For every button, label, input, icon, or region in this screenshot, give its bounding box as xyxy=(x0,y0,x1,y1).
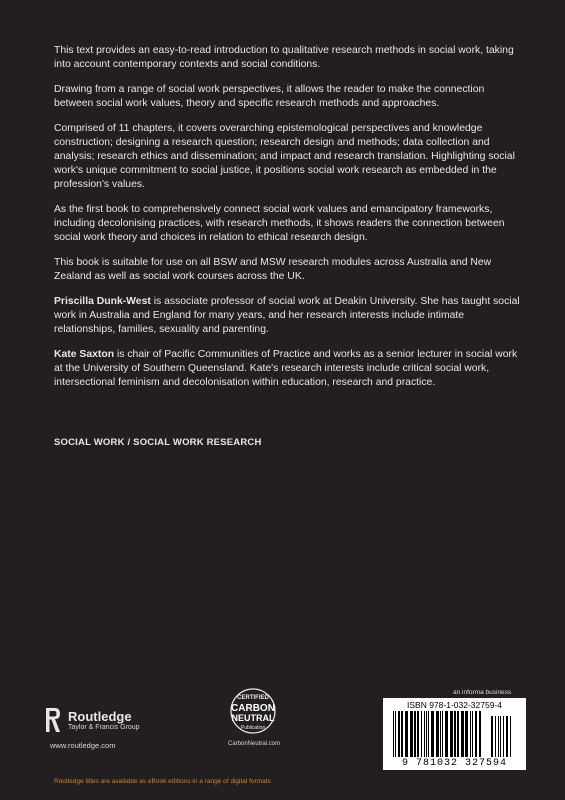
badge-carbon: CARBON xyxy=(231,703,275,714)
isbn-label: ISBN 978-1-032-32759-4 xyxy=(407,700,502,710)
barcode-bar xyxy=(503,716,504,757)
barcode-bar xyxy=(414,711,416,757)
barcode-bar xyxy=(428,711,429,757)
blurb-paragraph: Drawing from a range of social work perspectives, it allows the reader to make the connection between social work values, theory and specific research methods and approaches. xyxy=(54,84,485,109)
barcode-bar xyxy=(393,711,394,757)
badge-neutral: NEUTRAL xyxy=(231,713,275,723)
author-bio xyxy=(54,348,524,390)
barcode-bar xyxy=(395,711,396,757)
barcode-bar xyxy=(417,711,419,757)
barcode-bar xyxy=(401,711,403,757)
routledge-r-icon xyxy=(44,706,62,734)
barcode-bar xyxy=(498,716,499,757)
carbon-neutral-badge xyxy=(221,684,285,738)
barcode-bar xyxy=(454,711,456,757)
blurb-paragraph: This text provides an easy-to-read introduction to qualitative research methods in social work, taking into account contemporary contexts and social conditions. xyxy=(54,45,514,70)
barcode-bar xyxy=(450,711,453,757)
blurb-paragraph: This book is suitable for use on all BSW and MSW research modules across Australia and New Zealand as well as social work courses across the UK. xyxy=(54,257,492,282)
author-name: Kate Saxton xyxy=(54,349,115,360)
carbon-neutral-url: CarbonNeutral.com xyxy=(227,741,281,747)
barcode-bar xyxy=(398,711,400,757)
barcode-bar xyxy=(470,711,471,757)
author-bio xyxy=(54,295,524,337)
author-bio-text: is associate professor of social work at Deakin University. She has taught social work in Australia and England for many years, and her research interests include intimate relationships, families, sexuality and parenting. xyxy=(54,296,520,335)
barcode-bar xyxy=(500,716,501,757)
barcode-bar xyxy=(510,716,511,757)
barcode-bar xyxy=(472,711,473,757)
barcode-bar xyxy=(491,716,493,757)
publisher-name: Routledge xyxy=(68,708,132,724)
isbn-barcode xyxy=(383,698,526,770)
back-cover-copy xyxy=(54,44,524,401)
barcode-bar xyxy=(475,711,477,757)
publisher-group: Taylor & Francis Group xyxy=(68,723,140,731)
barcode-bar xyxy=(465,711,468,757)
barcode-bar xyxy=(445,711,448,757)
barcode-bar xyxy=(461,711,464,757)
barcode-bar xyxy=(405,711,408,757)
barcode-bar xyxy=(457,711,459,757)
barcode-bar xyxy=(479,711,481,757)
barcode-bar xyxy=(440,711,441,757)
barcode-bar xyxy=(424,711,425,757)
badge-certified: CERTIFIED xyxy=(237,695,269,701)
barcode-bar xyxy=(442,711,443,757)
author-name: Priscilla Dunk-West xyxy=(54,296,151,307)
publisher-url: www.routledge.com xyxy=(50,741,116,750)
blurb-paragraph: Comprised of 11 chapters, it covers overarching epistemological perspectives and knowledge construction; designing a research question; research design and methods; data collection and analysis; research ethics and dissemination; and impact and research translation. Highlighting social work's unique commitment to social justice, it positions social work research as embedded in the profession's values. xyxy=(54,123,515,190)
blurb-paragraph: As the first book to comprehensively connect social work values and emancipatory frameworks, including decolonising practices, with research methods, it shows readers the connection between social work theory and choices in relation to ethical research design. xyxy=(54,204,505,243)
barcode-bar xyxy=(426,711,427,757)
barcode-bar xyxy=(410,711,413,757)
barcode-bar xyxy=(436,711,439,757)
author-bio-text: is chair of Pacific Communities of Practice and works as a senior lecturer in social work at the University of Southern Queensland. Kate's research interests include critical social work, intersectional feminism and decolonisation within education, research and practice. xyxy=(54,349,518,388)
routledge-logo xyxy=(44,706,140,734)
barcode-bar xyxy=(421,711,422,757)
informa-tagline: an informa business xyxy=(453,689,512,696)
ebook-note: Routledge titles are available as eBook editions in a range of digital formats xyxy=(54,778,271,785)
barcode-bar xyxy=(506,716,508,757)
subject-category: SOCIAL WORK / SOCIAL WORK RESEARCH xyxy=(54,437,262,448)
badge-publication: Publication xyxy=(240,725,266,731)
barcode-bar xyxy=(431,711,434,757)
barcode-bar xyxy=(495,716,496,757)
ean-number: 9 781032 327594 xyxy=(401,758,507,769)
